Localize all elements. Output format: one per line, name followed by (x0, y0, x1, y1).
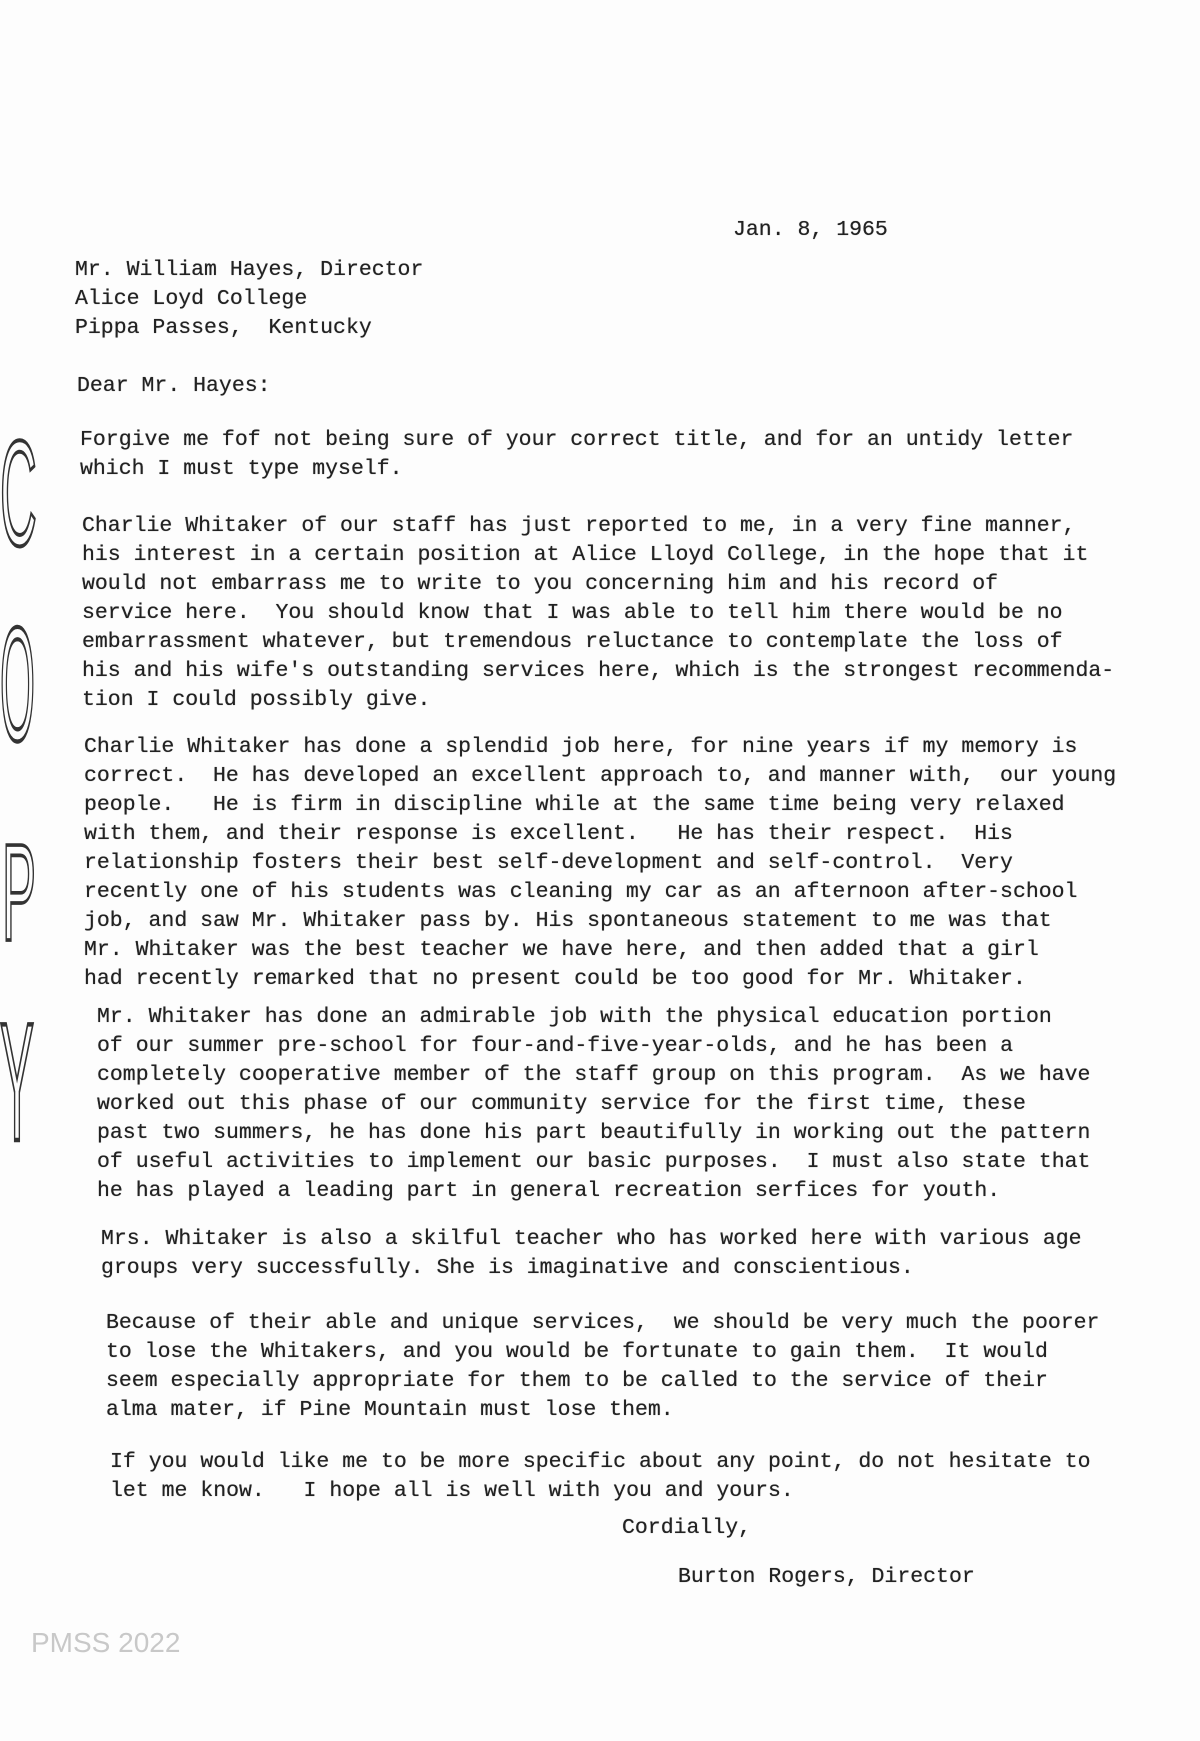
recipient-address (75, 256, 423, 343)
stamp-letter-p: P (2, 816, 37, 971)
stamp-letter-y: Y (0, 989, 35, 1155)
text-line: with them, and their response is excellent. He has their respect. His (84, 822, 1013, 846)
text-line: service here. You should know that I was able to tell him there would be no (82, 601, 1063, 625)
text-line: Mr. Whitaker has done an admirable job with the physical education portion (97, 1005, 1052, 1029)
text-line: Mrs. Whitaker is also a skilful teacher who has worked here with various age (101, 1227, 1082, 1251)
watermark: PMSS 2022 (31, 1627, 181, 1658)
address-line: Alice Loyd College (75, 287, 308, 311)
text-line: had recently remarked that no present could be too good for Mr. Whitaker. (84, 967, 1026, 991)
text-line: completely cooperative member of the staff group on this program. As we have (97, 1063, 1091, 1087)
address-line: Pippa Passes, Kentucky (75, 316, 372, 340)
letter-date: Jan. 8, 1965 (733, 218, 888, 242)
text-line: of our summer pre-school for four-and-five-year-olds, and he has been a (97, 1034, 1014, 1058)
text-line: Charlie Whitaker has done a splendid job here, for nine years if my memory is (84, 735, 1078, 759)
text-line: recently one of his students was cleaning my car as an afternoon after-school (84, 880, 1078, 904)
text-line: Charlie Whitaker of our staff has just reported to me, in a very fine manner, (82, 514, 1076, 538)
stamp-letter-o: O (0, 594, 35, 776)
paragraph-5 (101, 1225, 1082, 1283)
text-line: he has played a leading part in general recreation serfices for youth. (97, 1179, 1001, 1203)
text-line: people. He is firm in discipline while at the same time being very relaxed (84, 793, 1065, 817)
text-line: his interest in a certain position at Alice Lloyd College, in the hope that it (82, 543, 1089, 567)
closing: Cordially, (622, 1516, 752, 1540)
text-line: job, and saw Mr. Whitaker pass by. His spontaneous statement to me was that (84, 909, 1052, 933)
paragraph-4 (97, 1003, 1090, 1206)
text-line: Mr. Whitaker was the best teacher we have here, and then added that a girl (84, 938, 1039, 962)
text-line: If you would like me to be more specific about any point, do not hesitate to (110, 1450, 1091, 1474)
stamp-letter-c: C (0, 409, 37, 578)
text-line: groups very successfully. She is imaginative and conscientious. (101, 1256, 914, 1280)
paragraph-3 (84, 733, 1116, 994)
text-line: correct. He has developed an excellent approach to, and manner with, our young (84, 764, 1117, 788)
address-line: Mr. William Hayes, Director (75, 258, 424, 282)
text-line: which I must type myself. (80, 457, 403, 481)
text-line: tion I could possibly give. (82, 688, 431, 712)
text-line: of useful activities to implement our basic purposes. I must also state that (97, 1150, 1091, 1174)
signature-block: Burton Rogers, Director (678, 1565, 975, 1589)
paragraph-1 (80, 426, 1073, 484)
text-line: past two summers, he has done his part beautifully in working out the pattern (97, 1121, 1091, 1145)
text-line: his and his wife's outstanding services here, which is the strongest recommenda- (82, 659, 1115, 683)
text-line: to lose the Whitakers, and you would be fortunate to gain them. It would (106, 1340, 1048, 1364)
paragraph-2 (82, 512, 1114, 715)
text-line: Because of their able and unique services, we should be very much the poorer (106, 1311, 1100, 1335)
text-line: Forgive me fof not being sure of your correct title, and for an untidy letter (80, 428, 1074, 452)
paragraph-6 (106, 1309, 1099, 1425)
paragraph-7 (110, 1448, 1091, 1506)
text-line: would not embarrass me to write to you concerning him and his record of (82, 572, 999, 596)
text-line: relationship fosters their best self-development and self-control. Very (84, 851, 1013, 875)
copy-stamp (0, 395, 60, 1155)
text-line: worked out this phase of our community service for the first time, these (97, 1092, 1026, 1116)
text-line: embarrassment whatever, but tremendous reluctance to contemplate the loss of (82, 630, 1063, 654)
text-line: alma mater, if Pine Mountain must lose them. (106, 1398, 674, 1422)
salutation: Dear Mr. Hayes: (77, 374, 271, 398)
text-line: seem especially appropriate for them to be called to the service of their (106, 1369, 1048, 1393)
text-line: let me know. I hope all is well with you and yours. (110, 1479, 794, 1503)
